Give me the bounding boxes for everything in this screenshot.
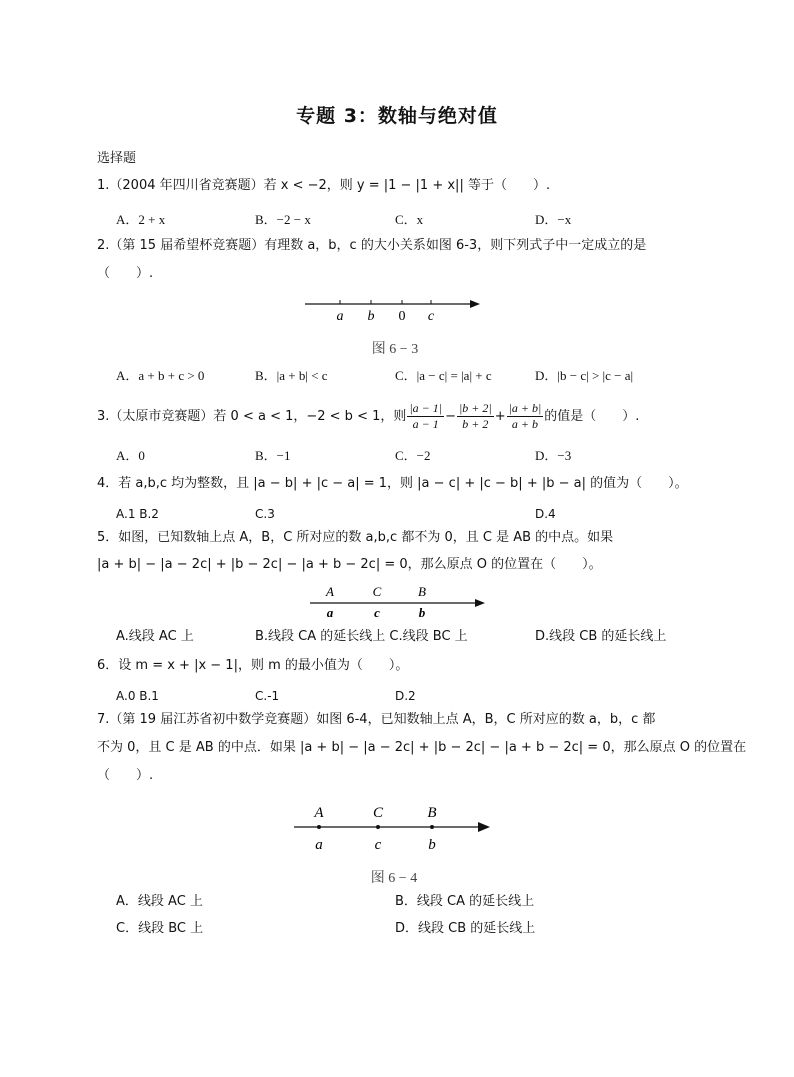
q4-option-ab: A.1 B.2	[116, 507, 159, 521]
question-3-text	[97, 399, 639, 435]
q5-option-d: D.线段 CB 的延长线上	[535, 629, 667, 644]
value-label-b: b	[418, 605, 426, 620]
q3-option-a: A．0	[116, 448, 145, 463]
q6-option-c: C.-1	[255, 689, 280, 703]
question-2-line2: （ ）.	[97, 266, 154, 281]
point-label-C: C	[372, 805, 384, 821]
q4-option-d: D.4	[535, 507, 556, 521]
q3-fraction-2: $\frac{|b + 2|}{b + 2}$	[458, 401, 492, 431]
question-4-text: 4．若 a,b,c 均为整数，且 |a − b| + |c − a| = 1，则 |a − c| + |c − b| + |b − a| 的值为（ ）。	[97, 476, 688, 491]
point-label-B: B	[427, 805, 437, 821]
tick-label-0: 0	[398, 309, 406, 324]
q3-option-c: C．−2	[395, 448, 431, 463]
q3-option-b: B．−1	[255, 448, 291, 463]
q7-option-a: A．线段 AC 上	[116, 894, 203, 909]
value-label-a: a	[326, 605, 334, 620]
tick-label-c: c	[427, 309, 435, 324]
tick-label-a: a	[336, 309, 344, 324]
question-6-text: 6．设 m = x + |x − 1|，则 m 的最小值为（ ）。	[97, 658, 409, 673]
figure-caption: 图 6 − 4	[370, 871, 418, 886]
q1-option-c: C．x	[395, 212, 424, 227]
q2-option-c: C．|a − c| = |a| + c	[395, 368, 492, 383]
q3-fraction-1: $\frac{|a - 1|}{a - 1}$	[409, 401, 443, 431]
q3-op-2: +	[494, 409, 506, 424]
q2-option-b: B．|a + b| < c	[255, 368, 328, 383]
point-label-A: A	[314, 805, 324, 821]
tick-label-b: b	[367, 309, 375, 324]
q3-suffix: 的值是（ ）.	[544, 409, 640, 424]
value-label-b: b	[428, 837, 436, 853]
value-label-c: c	[374, 837, 382, 853]
q7-option-b: B．线段 CA 的延长线上	[395, 894, 535, 909]
question-5-line2: |a + b| − |a − 2c| + |b − 2c| − |a + b − 2c| = 0，那么原点 O 的位置在（ ）。	[97, 557, 602, 572]
figure-caption: 图 6 − 3	[371, 342, 419, 357]
q3-op-1: −	[445, 409, 456, 424]
q7-option-c: C．线段 BC 上	[116, 921, 204, 936]
q2-option-a: A．a + b + c > 0	[116, 368, 205, 383]
figure-6-3-number-line	[300, 292, 490, 364]
value-label-c: c	[374, 605, 380, 620]
question-7-line1: 7.（第 19 届江苏省初中数学竞赛题）如图 6-4，已知数轴上点 A，B，C 所对应的数 a，b，c 都	[97, 712, 656, 727]
value-label-a: a	[315, 837, 323, 853]
q3-prefix: 3.（太原市竞赛题）若 0 < a < 1，−2 < b < 1，则	[97, 409, 407, 424]
q7-option-d: D．线段 CB 的延长线上	[395, 921, 536, 936]
page-title: 专题 3：数轴与绝对值	[296, 105, 498, 127]
q5-option-a: A.线段 AC 上	[116, 629, 194, 644]
figure-q5-number-line	[305, 582, 495, 622]
question-7-line3: （ ）.	[97, 768, 154, 783]
q3-fraction-3: $\frac{|a + b|}{a + b}$	[508, 401, 542, 431]
question-1-text: 1.（2004 年四川省竞赛题）若 x < −2，则 y = |1 − |1 + x|| 等于（ ）.	[97, 178, 551, 193]
q1-option-b: B．−2 − x	[255, 212, 311, 227]
q1-option-d: D．−x	[535, 212, 572, 227]
q2-option-d: D．|b − c| > |c − a|	[535, 368, 634, 383]
q6-option-ab: A.0 B.1	[116, 689, 159, 703]
section-heading: 选择题	[97, 151, 137, 166]
q4-option-c: C.3	[255, 507, 275, 521]
figure-6-4-number-line	[290, 800, 500, 890]
point-label-A: A	[326, 584, 334, 599]
q6-option-d: D.2	[395, 689, 416, 703]
question-2-line1: 2.（第 15 届希望杯竞赛题）有理数 a，b，c 的大小关系如图 6-3，则下列式子中一定成立的是	[97, 238, 647, 253]
q3-option-d: D．−3	[535, 448, 572, 463]
point-label-B: B	[418, 584, 426, 599]
q5-option-bc: B.线段 CA 的延长线上 C.线段 BC 上	[255, 629, 468, 644]
q1-option-a: A．2 + x	[116, 212, 166, 227]
point-label-C: C	[372, 584, 382, 599]
question-5-line1: 5．如图，已知数轴上点 A，B，C 所对应的数 a,b,c 都不为 0，且 C 是 AB 的中点。如果	[97, 530, 614, 545]
question-7-line2: 不为 0，且 C 是 AB 的中点．如果 |a + b| − |a − 2c| + |b − 2c| − |a + b − 2c| = 0，那么原点 O 的位置在	[97, 740, 747, 755]
